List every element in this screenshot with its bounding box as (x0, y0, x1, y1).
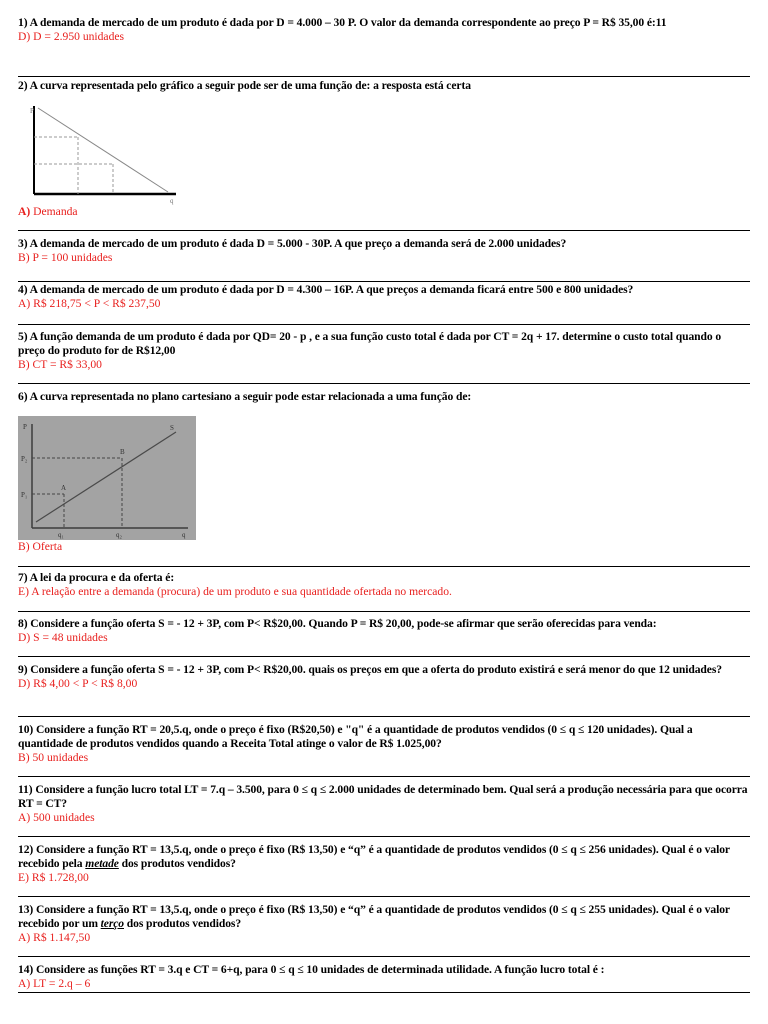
answer-text: D) R$ 4,00 < P < R$ 8,00 (18, 677, 138, 690)
x-axis-label: q (170, 197, 174, 205)
supply-curve-chart (18, 416, 196, 540)
question-1 (18, 16, 750, 44)
question-14 (18, 963, 750, 991)
question-13 (18, 903, 750, 945)
answer-6 (18, 540, 750, 554)
divider (18, 992, 750, 993)
answer-text: E) R$ 1.728,00 (18, 871, 89, 884)
question-text: 14) Considere as funções RT = 3.q e CT = 6+q, para 0 ≤ q ≤ 10 unidades de determinada utilidade. A função lucro total é : (18, 963, 605, 976)
question-text: 3) A demanda de mercado de um produto é dada D = 5.000 - 30P. A que preço a demanda será de 2.000 unidades? (18, 237, 567, 250)
question-text: 8) Considere a função oferta S = - 12 + 3P, com P< R$20,00. Quando P = R$ 20,00, pode-se afirmar que serão oferecidas para venda: (18, 617, 657, 630)
divider (18, 776, 750, 777)
question-5 (18, 330, 750, 372)
q2-label: q₂ (116, 531, 122, 539)
divider (18, 383, 750, 384)
answer-text: A) LT = 2.q – 6 (18, 977, 91, 990)
question-text: 4) A demanda de mercado de um produto é dada por D = 4.300 – 16P. A que preços a demanda ficará entre 500 e 800 unidades? (18, 283, 634, 296)
demand-line (38, 108, 168, 192)
question-10 (18, 723, 750, 765)
question-3 (18, 237, 750, 265)
divider (18, 716, 750, 717)
divider (18, 611, 750, 612)
question-text: 2) A curva representada pelo gráfico a seguir pode ser de uma função de: a resposta está certa (18, 79, 471, 92)
answer-text: B) Oferta (18, 540, 63, 553)
question-2 (18, 79, 750, 93)
answer-text: B) P = 100 unidades (18, 251, 113, 264)
question-4 (18, 283, 750, 311)
question-text: 13) Considere a função RT = 13,5.q, onde o preço é fixo (R$ 13,50) e “q” é a quantidade de produtos vendidos (0 ≤ q ≤ 255 unidades). Qual é o valor recebido por um terço dos produtos vendidos? (18, 903, 730, 930)
p1-label: P₁ (21, 491, 28, 499)
question-6 (18, 390, 750, 404)
answer-text: E) A relação entre a demanda (procura) de um produto e sua quantidade ofertada no mercado. (18, 585, 452, 598)
question-text: 9) Considere a função oferta S = - 12 + 3P, com P< R$20,00. quais os preços em que a oferta do produto existirá e será menor do que 12 unidades? (18, 663, 722, 676)
question-text: 5) A função demanda de um produto é dada por QD= 20 - p , e a sua função custo total é dada por CT = 2q + 17. determine o custo total quando o preço do produto for de R$12,00 (18, 330, 722, 357)
answer-text: D) S = 48 unidades (18, 631, 108, 644)
emphasis-word: metade (85, 857, 119, 870)
answer-text: A) R$ 1.147,50 (18, 931, 91, 944)
question-9 (18, 663, 750, 691)
question-7 (18, 571, 750, 599)
question-text: 11) Considere a função lucro total LT = 7.q – 3.500, para 0 ≤ q ≤ 2.000 unidades de determinado bem. Qual será a produção necessária para que ocorra RT = CT? (18, 783, 748, 810)
y-axis-label: P (30, 107, 34, 115)
point-b-label: B (120, 448, 125, 456)
q1-label: q₁ (58, 531, 64, 539)
question-text: 10) Considere a função RT = 20,5.q, onde o preço é fixo (R$20,50) e "q" é a quantidade de produtos vendidos (0 ≤ q ≤ 120 unidades). Qual a quantidade de produtos vendidos quando a Receita Total atinge o valor de R$ 1.025,00? (18, 723, 693, 750)
answer-text: Demanda (33, 205, 78, 218)
divider (18, 76, 750, 77)
supply-curve-photo (18, 416, 196, 540)
question-8 (18, 617, 750, 645)
supply-label: S (170, 424, 174, 432)
answer-text: B) CT = R$ 33,00 (18, 358, 102, 371)
answer-letter: A) (18, 205, 31, 218)
question-11 (18, 783, 750, 825)
answer-text: A) R$ 218,75 < P < R$ 237,50 (18, 297, 161, 310)
answer-text: B) 50 unidades (18, 751, 89, 764)
divider (18, 281, 750, 282)
divider (18, 324, 750, 325)
emphasis-word: terço (100, 917, 124, 930)
divider (18, 956, 750, 957)
point-a-label: A (61, 484, 67, 492)
question-12 (18, 843, 750, 885)
answer-2 (18, 205, 750, 219)
divider (18, 896, 750, 897)
question-text: 1) A demanda de mercado de um produto é dada por D = 4.000 – 30 P. O valor da demanda correspondente ao preço P = R$ 35,00 é:11 (18, 16, 667, 29)
divider (18, 836, 750, 837)
divider (18, 656, 750, 657)
answer-text: D) D = 2.950 unidades (18, 30, 125, 43)
p2-label: P₂ (21, 455, 28, 463)
y-axis-label: P (23, 423, 27, 431)
answer-text: A) 500 unidades (18, 811, 95, 824)
x-axis-label: q (182, 531, 186, 539)
divider (18, 566, 750, 567)
question-text: 12) Considere a função RT = 13,5.q, onde o preço é fixo (R$ 13,50) e “q” é a quantidade de produtos vendidos (0 ≤ q ≤ 256 unidades). Qual é o valor recebido pela metade dos produtos vendidos? (18, 843, 730, 870)
demand-curve-chart (30, 104, 180, 206)
question-text: 6) A curva representada no plano cartesiano a seguir pode estar relacionada a uma função de: (18, 390, 472, 403)
divider (18, 230, 750, 231)
question-text: 7) A lei da procura e da oferta é: (18, 571, 175, 584)
